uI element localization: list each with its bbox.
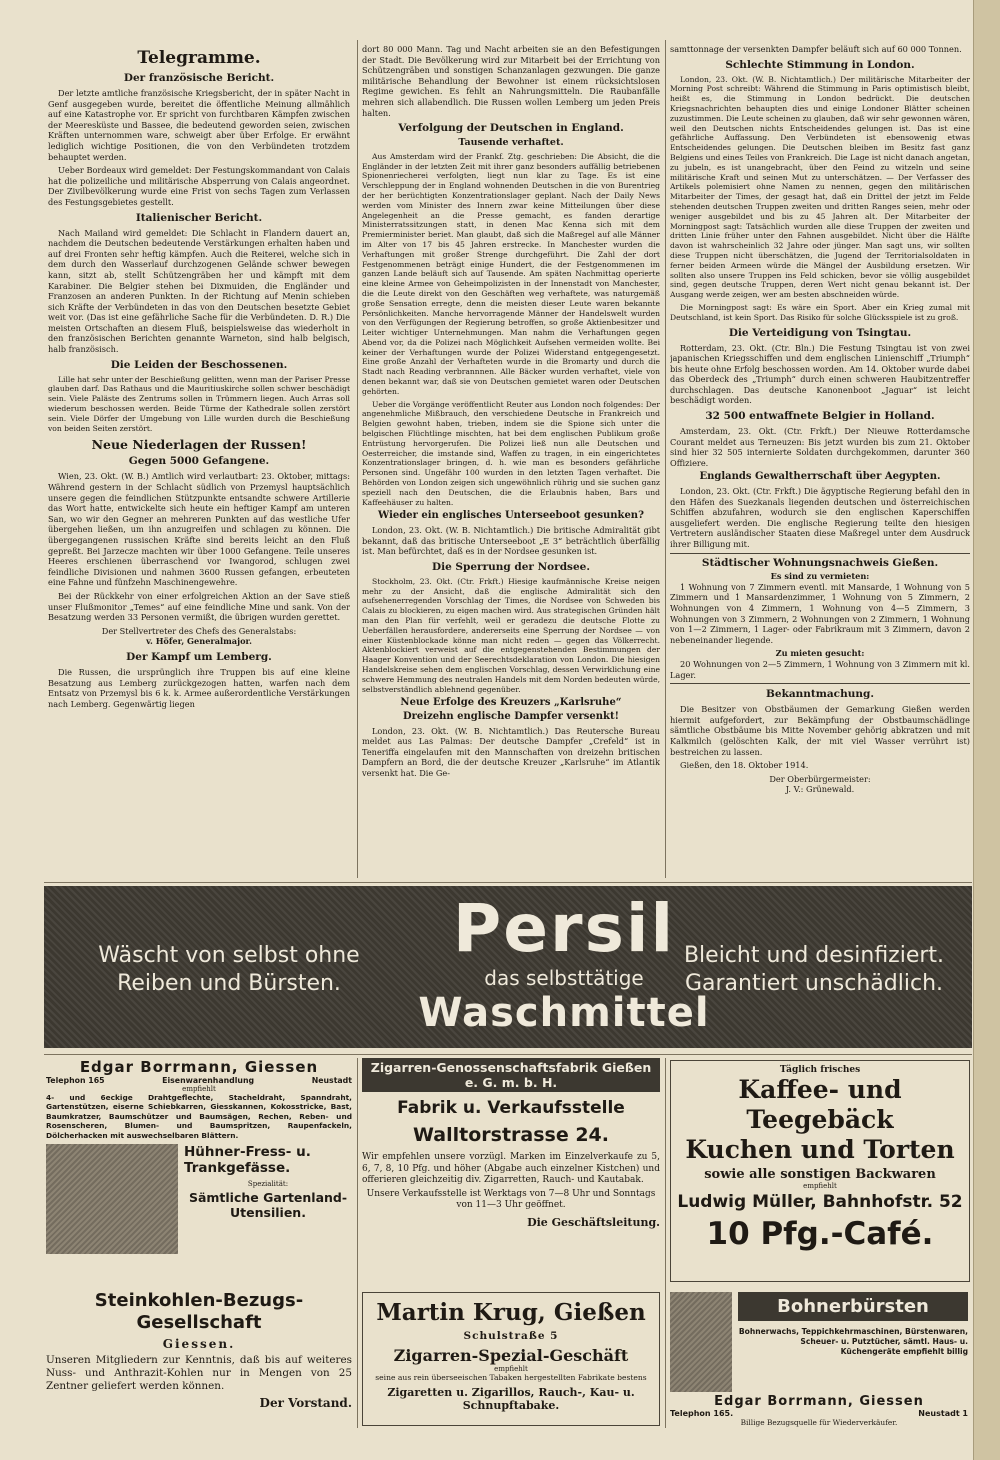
article-text: London, 23. Okt. (W. B. Nichtamtlich.) Die britische Admiralität gibt bekannt, daß das britische Unterseeboot „E 3“ beträchtlich überfällig ist. Man befürchtet, daß es in der Nordsee gesunken ist.	[362, 525, 660, 557]
subheadline: Tausende verhaftet.	[458, 137, 564, 149]
column-3	[670, 44, 970, 880]
ad-street: Neustadt 1	[918, 1409, 968, 1418]
ad-spezial: Zigarren-Spezial-Geschäft	[393, 1346, 629, 1365]
headline: Der Kampf um Lemberg.	[126, 650, 272, 663]
ad-recommends: empfiehlt	[494, 1365, 528, 1373]
article-text: 1 Wohnung von 7 Zimmern eventl. mit Mansarde, 1 Wohnung von 5 Zimmern und 1 Mansardenzimmer, 1 Wohnung von 5 Zimmern, 2 Wohnungen von 4 Zimmern, 1 Wohnung von 4—5 Zimmern, 3 Wohnungen von 3 Zimmern, 2 Wohnungen von 2 Zimmern, 1 Wohnung von 1—2 Zimmern, 1 Lager- oder Fabrikraum mit 3 Zimmern, davon 2 nebeneinander liegende.	[670, 581, 970, 645]
article-text: London, 23. Okt. (Ctr. Frkft.) Die ägyptische Regierung befahl den in den Häfen des Suezkanals liegenden deutschen und österreichischen Schiffen abzufahren, wodurch sie den englischen Kaperschiffen ausgeliefert werden. Die englische Regierung teilte den hiesigen Vertretern ausländischer Staaten diese Maßregel unter dem Ausdruck ihrer Billigung mit.	[670, 486, 970, 550]
persil-right-slogan: Bleicht und desinfiziert. Garantiert unschädlich.	[683, 943, 945, 996]
article-text: 20 Wohnungen von 2—5 Zimmern, 1 Wohnung von 3 Zimmern mit kl. Lager.	[670, 658, 970, 680]
ad-recommends: empfiehlt	[182, 1085, 216, 1093]
ad-zigarren-genossenschaft	[362, 1058, 660, 1276]
ad-bottom: Billige Bezugsquelle für Wiederverkäufer.	[740, 1418, 898, 1427]
ad-recommends: empfiehlt	[803, 1182, 837, 1190]
section-rule	[44, 1054, 972, 1055]
ad-fabrik: Fabrik u. Verkaufsstelle	[397, 1098, 625, 1118]
ad-owner: Ludwig Müller, Bahnhofstr. 52	[677, 1192, 963, 1212]
headline: Städtischer Wohnungsnachweis Gießen.	[701, 556, 939, 569]
ad-city: Giessen.	[162, 1337, 236, 1351]
subheadline: Gegen 5000 Gefangene.	[128, 455, 270, 468]
ad-huehner: Hühner-Fress- u. Trankgefässe.	[184, 1144, 311, 1177]
signature: Der Stellvertreter des Chefs des Generalstabs:	[101, 625, 297, 636]
ad-rule	[665, 1058, 666, 1428]
page-edge	[973, 0, 1000, 1460]
ad-street: Walltorstrasse 24.	[413, 1124, 609, 1146]
ad-steinkohlen	[46, 1290, 352, 1428]
ad-top: Täglich frisches	[779, 1065, 861, 1075]
article-text: Rotterdam, 23. Okt. (Ctr. Bln.) Die Festung Tsingtau ist von zwei japanischen Kriegsschiffen und dem englischen Linienschiff „Triumph“ bis heute ohne Erfolg beschossen worden. Am 14. Oktober wurde dabei das Oberdeck des „Triumph“ durch einen schweren Haubitzentreffer durchschlagen. Das deutsche Kanonenboot „Jaguar“ ist leicht beschädigt worden.	[670, 342, 970, 406]
ad-title: Bohnerbürsten	[738, 1292, 968, 1321]
ad-spezial-label: Spezialität:	[247, 1180, 289, 1189]
ad-borrmann-hardware	[46, 1058, 352, 1274]
article-text: Ueber die Vorgänge veröffentlicht Reuter aus London noch folgendes: Der angenehmliche Mißbrauch, den verschiedene Deutsche in Frankreich und Belgien gewohnt haben, trieben, indem sie die Spione sich unter die belgischen Flüchtlinge mischten, hat bei dem englischen Publikum große Entrüstung hervorgerufen. Die Polizei ließ nun alle Deutschen und Oesterreicher, die imstande sind, Waffen zu tragen, in ein eingerichtetes Konzentrationslager bringen, d. h. wie man es besonders gefährliche Personen sind. Ungefähr 100 wurden in den letzten Tagen verhaftet. Die Behörden von London zeigen sich ungewöhnlich rührig und sie suchen ganz speziell nach den Deutschen, die die Erlaubnis haben, Bars und Kaffeehäuser zu halten.	[362, 399, 660, 507]
article-text: samttonnage der versenkten Dampfer beläuft sich auf 60 000 Tonnen.	[670, 44, 962, 54]
ad-sign: Der Vorstand.	[259, 1396, 352, 1410]
ad-shop-type: Eisenwarenhandlung	[162, 1076, 255, 1085]
ad-line3: sowie alle sonstigen Backwaren	[704, 1167, 936, 1182]
ad-text: 4- und 6eckige Drahtgeflechte, Stacheldraht, Spanndraht, Gartenstützen, eiserne Schiebkarren, Giesskannen, Kokosstricke, Bast, Baumkratzer, Baumschützer und Baumsägen, Rechen, Reben- und Rosenscheren, Blumen- und Baumspritzen, Raupenfackeln, Dölcherhacken mit auswechselbaren Blättern.	[46, 1093, 352, 1140]
ad-cafe: 10 Pfg.-Café.	[706, 1216, 934, 1252]
ad-company: Zigarren-Genossenschaftsfabrik Gießen e. G. m. b. H.	[362, 1058, 660, 1092]
headline: Schlechte Stimmung in London.	[725, 58, 915, 71]
article-text: Wien, 23. Okt. (W. B.) Amtlich wird verlautbart: 23. Oktober, mittags: Während gestern in der Schlacht südlich von Przemysl hauptsächlich unsere gegen die feindlichen Stützpunkte entsandte schwere Artillerie das Wort hatte, entwickelte sich heute ein heftiger Kampf am unteren San, wo wir den Gegner an mehreren Punkten auf das westliche Ufer übergehen ließen, um ihn anzugreifen und schlagen zu können. Die übergegangenen russischen Kräfte sind bereits leicht an den Fluß gepreßt. Bei Jarzecze machten wir über 1000 Gefangene. Teile unseres Heeres erschienen überraschend vor Iwangorod, schlugen zwei feindliche Divisionen und nahmen 3600 Russen gefangen, erbeuteten eine Fahne und fünfzehn Maschinengewehre.	[48, 471, 350, 588]
ad-rule	[357, 1058, 358, 1428]
ad-company: Martin Krug, Gießen	[376, 1299, 646, 1326]
ad-line1: Kaffee- und Teegebäck	[738, 1075, 902, 1134]
subheadline: Dreizehn englische Dampfer versenkt!	[402, 710, 619, 722]
article-text: Die Russen, die ursprünglich ihre Truppen bis auf eine kleine Besatzung aus Lemberg zurückgezogen hatten, warfen nach dem Entsatz von Przemysl bis 6 k. k. Armee außerordentliche Verstärkungen nach Lemberg. Gegenwärtig liegen	[48, 666, 350, 709]
article-text: Bei der Rückkehr von einer erfolgreichen Aktion an der Save stieß unser Flußmonitor „Temes“ auf eine feindliche Mine und sank. Von der Besatzung werden 33 Personen vermißt, die übrigen wurden gerettet.	[48, 590, 350, 623]
headline: Italienischer Bericht.	[135, 211, 263, 224]
masthead: Telegramme.	[137, 48, 261, 68]
headline: Die Verteidigung von Tsingtau.	[728, 326, 912, 339]
article-text: Ueber Bordeaux wird gemeldet: Der Festungskommandant von Calais hat die polizeiliche und militärische Absperrung von Calais angeordnet. Der Zivilbevölkerung wurde eine Frist von sechs Tagen zum Verlassen des Festungsgebietes gestellt.	[48, 165, 350, 207]
headline: Neue Niederlagen der Russen!	[91, 437, 307, 453]
ad-street: Neustadt	[311, 1076, 352, 1085]
article-text: Der letzte amtliche französische Kriegsbericht, der in später Nacht in Genf ausgegeben wurde, bereitet die öffentliche Meinung allmählich auf eine Katastrophe vor. Er spricht von furchtbaren Kämpfen zwischen der Meeresküste und Bassee, die bedeutend geworden seien, zwischen Kräften unternommen ware, schweigt aber über Erfolge. Er erwähnt lediglich wichtige Positionen, die von den Verbündeten trotzdem behauptet werden.	[48, 88, 350, 162]
signature: v. Höfer, Generalmajor.	[146, 636, 252, 647]
headline: Die Leiden der Beschossenen.	[110, 358, 288, 371]
ad-text: Bohnerwachs, Teppichkehrmaschinen, Bürstenwaren, Scheuer- u. Putztücher, sämtl. Haus- u. Küchengeräte empfiehlt billig	[738, 1327, 968, 1356]
persil-left-slogan: Wäscht von selbst ohne Reiben und Bürsten.	[98, 943, 360, 996]
ad-kaffee-mueller	[670, 1060, 970, 1282]
persil-product: Waschmittel	[418, 990, 710, 1036]
headline: Wieder ein englisches Unterseeboot gesunken?	[378, 510, 644, 522]
article-text: Die Besitzer von Obstbäumen der Gemarkung Gießen werden hiermit aufgefordert, zur Bekämpfung der Obstbaumschädlinge sämtliche Obstbäume bis Mitte November gehörig abkratzen und mit Kalkmilch (gelöschten Kalk, der mit viel Wasser verrührt ist) bestreichen zu lassen.	[670, 704, 970, 757]
ad-text: seine aus rein überseeischen Tabaken hergestellten Fabrikate bestens	[375, 1373, 647, 1382]
column-rule	[665, 40, 666, 878]
ad-line2: Kuchen und Torten	[685, 1135, 955, 1164]
article-text: London, 23. Okt. (W. B. Nichtamtlich.) Das Reutersche Bureau meldet aus Las Palmas: Der deutsche Dampfer „Crefeld“ ist in Teneriffa eingelaufen mit den Mannschaften von dreizehn britischen Dampfern an Bord, die der deutsche Kreuzer „Karlsruhe“ im Atlantik versenkt hat. Die Ge-	[362, 725, 660, 778]
ad-company: Edgar Borrmann, Giessen	[79, 1058, 319, 1076]
ad-garten: Sämtliche Gartenland-Utensilien.	[188, 1190, 348, 1221]
poultry-illustration	[46, 1144, 178, 1254]
ad-bohnerbuersten	[670, 1292, 968, 1428]
section-rule	[44, 882, 972, 883]
headline: 32 500 entwaffnete Belgier in Holland.	[705, 410, 935, 423]
ad-phone: Telephon 165	[46, 1076, 105, 1085]
signature: J. V.: Grünewald.	[785, 784, 855, 795]
subheadline: Zu mieten gesucht:	[775, 648, 865, 659]
article-text: Stockholm, 23. Okt. (Ctr. Frkft.) Hiesige kaufmännische Kreise neigen mehr zu der Ansicht, daß die englische Admiralität sich den aufsehenerregenden Vorschlag der Times, die Nordsee von Schweden bis Calais zu blockieren, zu eigen machen wird. Aus strategischen Gründen hält man den Plan für verfehlt, weil er geradezu die deutsche Flotte zu Ueberfällen herausfordere, andererseits eine Sperrung der Nordsee — von einer Küstenblockade könne man nicht reden — gegen das Völkerrecht. Aktenblockiert verweist auf die entgegenstehenden Bestimmungen der Haager Konvention und der Seerechtsdeklaration von London. Die hiesigen Handelskreise sehen dem englischen Vorschlag, dessen Verwirklichung eine schwere Hemmung des neutralen Handels mit dem Norden bedeuten würde, selbstverständlich ablehnend gegenüber.	[362, 576, 660, 694]
ad-martin-krug	[362, 1292, 660, 1426]
article-text: Die Morningpost sagt: Es wäre ein Sport. Aber ein Krieg zumal mit Deutschland, ist kein Sport. Das Risiko für solche Glücksspiele ist zu groß.	[670, 302, 970, 322]
headline: Der französische Bericht.	[123, 72, 275, 84]
persil-subline: das selbsttätige	[484, 966, 644, 990]
headline: Die Sperrung der Nordsee.	[432, 560, 590, 573]
subheadline: Es sind zu vermieten:	[770, 571, 870, 582]
date-line: Gießen, den 18. Oktober 1914.	[680, 760, 809, 771]
article-text: London, 23. Okt. (W. B. Nichtamtlich.) Der militärische Mitarbeiter der Morning Post schreibt: Während die Stimmung in Paris optimistisch bleibt, heißt es, die Stimmung in London bedrückt. Die deutschen Kriegsnachrichten behaupten dies und einige Londoner Blätter scheinen zuzustimmen. Die Leute scheinen zu glauben, daß wir sehr gewonnen wären, weil den Deutschen nichts Entscheidendes gelungen ist. Das ist eine gefährliche Auffassung. Den Verbündeten ist ebensowenig etwas Entscheidendes gelungen. Die Deutschen bleiben im Besitz fast ganz Belgiens und eines Teiles von Frankreich. Die Lage ist nicht danach angetan, zu jubeln, es ist unangebracht, über den Feind zu witzeln und seine militärische Kraft und seinen Mut zu unterschätzen. — Der Verfasser des Artikels polemisiert ohne Namen zu nennen, gegen den militärischen Mitarbeiter der Times, der gesagt hat, daß ein Drittel der jetzt im Felde stehenden deutschen Truppen zweiten und dritten Ranges seien, mehr oder weniger ausgebildet und bis zu 45 Jahren alt. Der Mitarbeiter der Morningpost sagt: Tatsächlich wurden alle diese Truppen der zweiten und dritten Linie früher unter den Fahnen ausgebildet. Nicht über die Hälfte davon ist wahrscheinlich 32 Jahre oder jünger. Man sagt uns, wir sollten diese Truppen nicht überschätzen, die Jugend der Territorialsoldaten in ferner beiden Armeen würde die Mängel der Ausbildung ersetzen. Wir sollten also unsere Truppen ins Feld schicken, bevor sie völlig ausgebildet sind, gegen deutsche Truppen, deren Wert nicht genau bekannt ist. Der Ausgang werde zeigen, wer am besten abschneiden würde.	[670, 74, 970, 300]
ad-hours: Unsere Verkaufsstelle ist Werktags von 7—8 Uhr und Sonntags von 11—3 Uhr geöffnet.	[366, 1188, 656, 1211]
ad-text: Wir empfehlen unsere vorzügl. Marken im Einzelverkaufe zu 5, 6, 7, 8, 10 Pfg. und höher (Abgabe auch einzelner Kistchen) und offerieren gleichzeitig div. Zigarretten, Rauch- und Kautabak.	[362, 1152, 660, 1186]
persil-brand: Persil	[452, 890, 676, 967]
brush-illustration	[670, 1292, 732, 1392]
column-rule	[357, 40, 358, 878]
ad-text: Unseren Mitgliedern zur Kenntnis, daß bis auf weiteres Nuss- und Anthrazit-Kohlen nur in Mengen von 25 Zentner geliefert werden können.	[46, 1354, 352, 1392]
article-text: Amsterdam, 23. Okt. (Ctr. Frkft.) Der Nieuwe Rotterdamsche Courant meldet aus Terneuzen: Bis jetzt wurden bis zum 21. Oktober sind hier 32 505 internierte Soldaten durchgekommen, darunter 360 Offiziere.	[670, 426, 970, 468]
article-text: Aus Amsterdam wird der Frankf. Ztg. geschrieben: Die Absicht, die die Engländer in der letzten Zeit mit ihrer ganz besonders auffällig betriebenen Spionenriecherei verfolgten, liegt nun klar zu Tage. Es ist eine Verschleppung der in England wohnenden Deutschen in die von Burentrieg der her berüchtigten Konzentrationslager geplant. Nach der Daily News werden vom Minister des Innern zwar keine Mitteilungen über diese Angelegenheit an die Presse gemacht, es fanden derartige Ministerratssitzungen statt, in denen Mac Kenna sich mit dem Premierminister beriet. Man glaubt, daß sich die Maßregel auf alle Männer im Alter von 17 bis 45 Jahren erstrecke. In Manchester wurden die Verhaftungen mit großer Strenge durchgeführt. Die Zahl der dort Festgenommenen beträgt einige Hundert, die der Festgenommenen im ganzen Lande beläuft sich auf Tausende. Am späten Nachmittag operierte eine kleine Armee von Geheimpolizisten in der Innenstadt von Manchester, die die Leute direkt von den Geschäften weg verhaftete, was naturgemäß große Sensation erregte, denn die meisten dieser Leute waren bekannte Persönlichkeiten. Manche hervorragende Männer der Handelswelt wurden von den Verfügungen der Regierung betroffen, so große Aktienbesitzer und Leiter wichtiger Unternehmungen. Man nahm die Verhaftungen gegen Abend vor, da die Polizei nach Möglichkeit Aufsehen vermeiden wollte. Bei keiner der Verhaftungen wurde der Polizei Widerstand entgegengesetzt. Eine große Anzahl der Verhafteten wurde in die Bromarty und durch die Stadt nach Reading verbrannnen. Alle Bäcker wurden verhaftet, viele von denen bekannt war, daß sie von Deutschen gemietet waren oder Deutschen gehörten.	[362, 151, 660, 396]
ad-company: Edgar Borrmann, Giessen	[714, 1394, 924, 1409]
ad-street: Schulstraße 5	[463, 1330, 559, 1342]
column-1	[48, 44, 350, 880]
persil-ad	[44, 886, 972, 1048]
article-text: dort 80 000 Mann. Tag und Nacht arbeiten sie an den Befestigungen der Stadt. Die Bevölkerung wird zur Mitarbeit bei der Errichtung von Schützengräben und sonstigen Schanzanlagen gezwungen. Die ganze militärische Behandlung der Bewohner ist einem rücksichtslosen Regime gewichen. Es fehlt an Nahrungsmitteln. Die Raubanfälle mehren sich allabendlich. Die Russen wollen Lemberg um jeden Preis halten.	[362, 44, 660, 118]
ad-sign: Die Geschäftsleitung.	[527, 1215, 660, 1229]
ad-title: Steinkohlen-Bezugs-Gesellschaft	[94, 1290, 304, 1333]
column-2	[362, 44, 660, 880]
ad-goods: Zigaretten u. Zigarillos, Rauch-, Kau- u. Schnupftabake.	[387, 1386, 635, 1412]
ad-phone: Telephon 165.	[670, 1409, 734, 1418]
headline: Englands Gewaltherrschaft über Aegypten.	[699, 471, 941, 483]
article-text: Nach Mailand wird gemeldet: Die Schlacht in Flandern dauert an, nachdem die Deutschen bedeutende Verstärkungen erhalten haben und auf drei Fronten sehr heftig kämpfen. Auch die Reiterei, welche sich in dem durch den Wasserlauf durchzogenen Gelände schwer bewegen kann, sitzt ab, stellt Schützengräben her und kämpft mit dem Karabiner. Die Belgier stehen bei Dixmuiden, die Engländer und Franzosen an anderen Punkten. In der Richtung auf Menin schieben sich Kräfte der Verbündeten in das von den Deutschen besetzte Gebiet weit vor. (Das ist eine gefährliche Sache für die Verbündeten. D. R.) Die meisten Ortschaften an diesem Fluß, beispielsweise das wiederholt in den französischen Berichten genannte Warneton, sind halb belgisch, halb französisch.	[48, 227, 350, 355]
headline: Neue Erfolge des Kreuzers „Karlsruhe“	[400, 697, 622, 709]
headline: Verfolgung der Deutschen in England.	[398, 122, 624, 135]
signature: Der Oberbürgermeister:	[769, 773, 871, 784]
article-text: Lille hat sehr unter der Beschießung gelitten, wenn man der Pariser Presse glauben darf. Das Rathaus und die Mauritiuskirche sollen schwer beschädigt sein. Viele Paläste des Zentrums sollen in Trümmern liegen. Auch Arras soll wiederum beschossen werden. Beide Türme der Kathedrale sollen zerstört sein. Viele Dörfer der Umgebung von Lille wurden durch die Beschießung von beiden Seiten zerstört.	[48, 374, 350, 433]
headline: Bekanntmachung.	[766, 688, 874, 701]
